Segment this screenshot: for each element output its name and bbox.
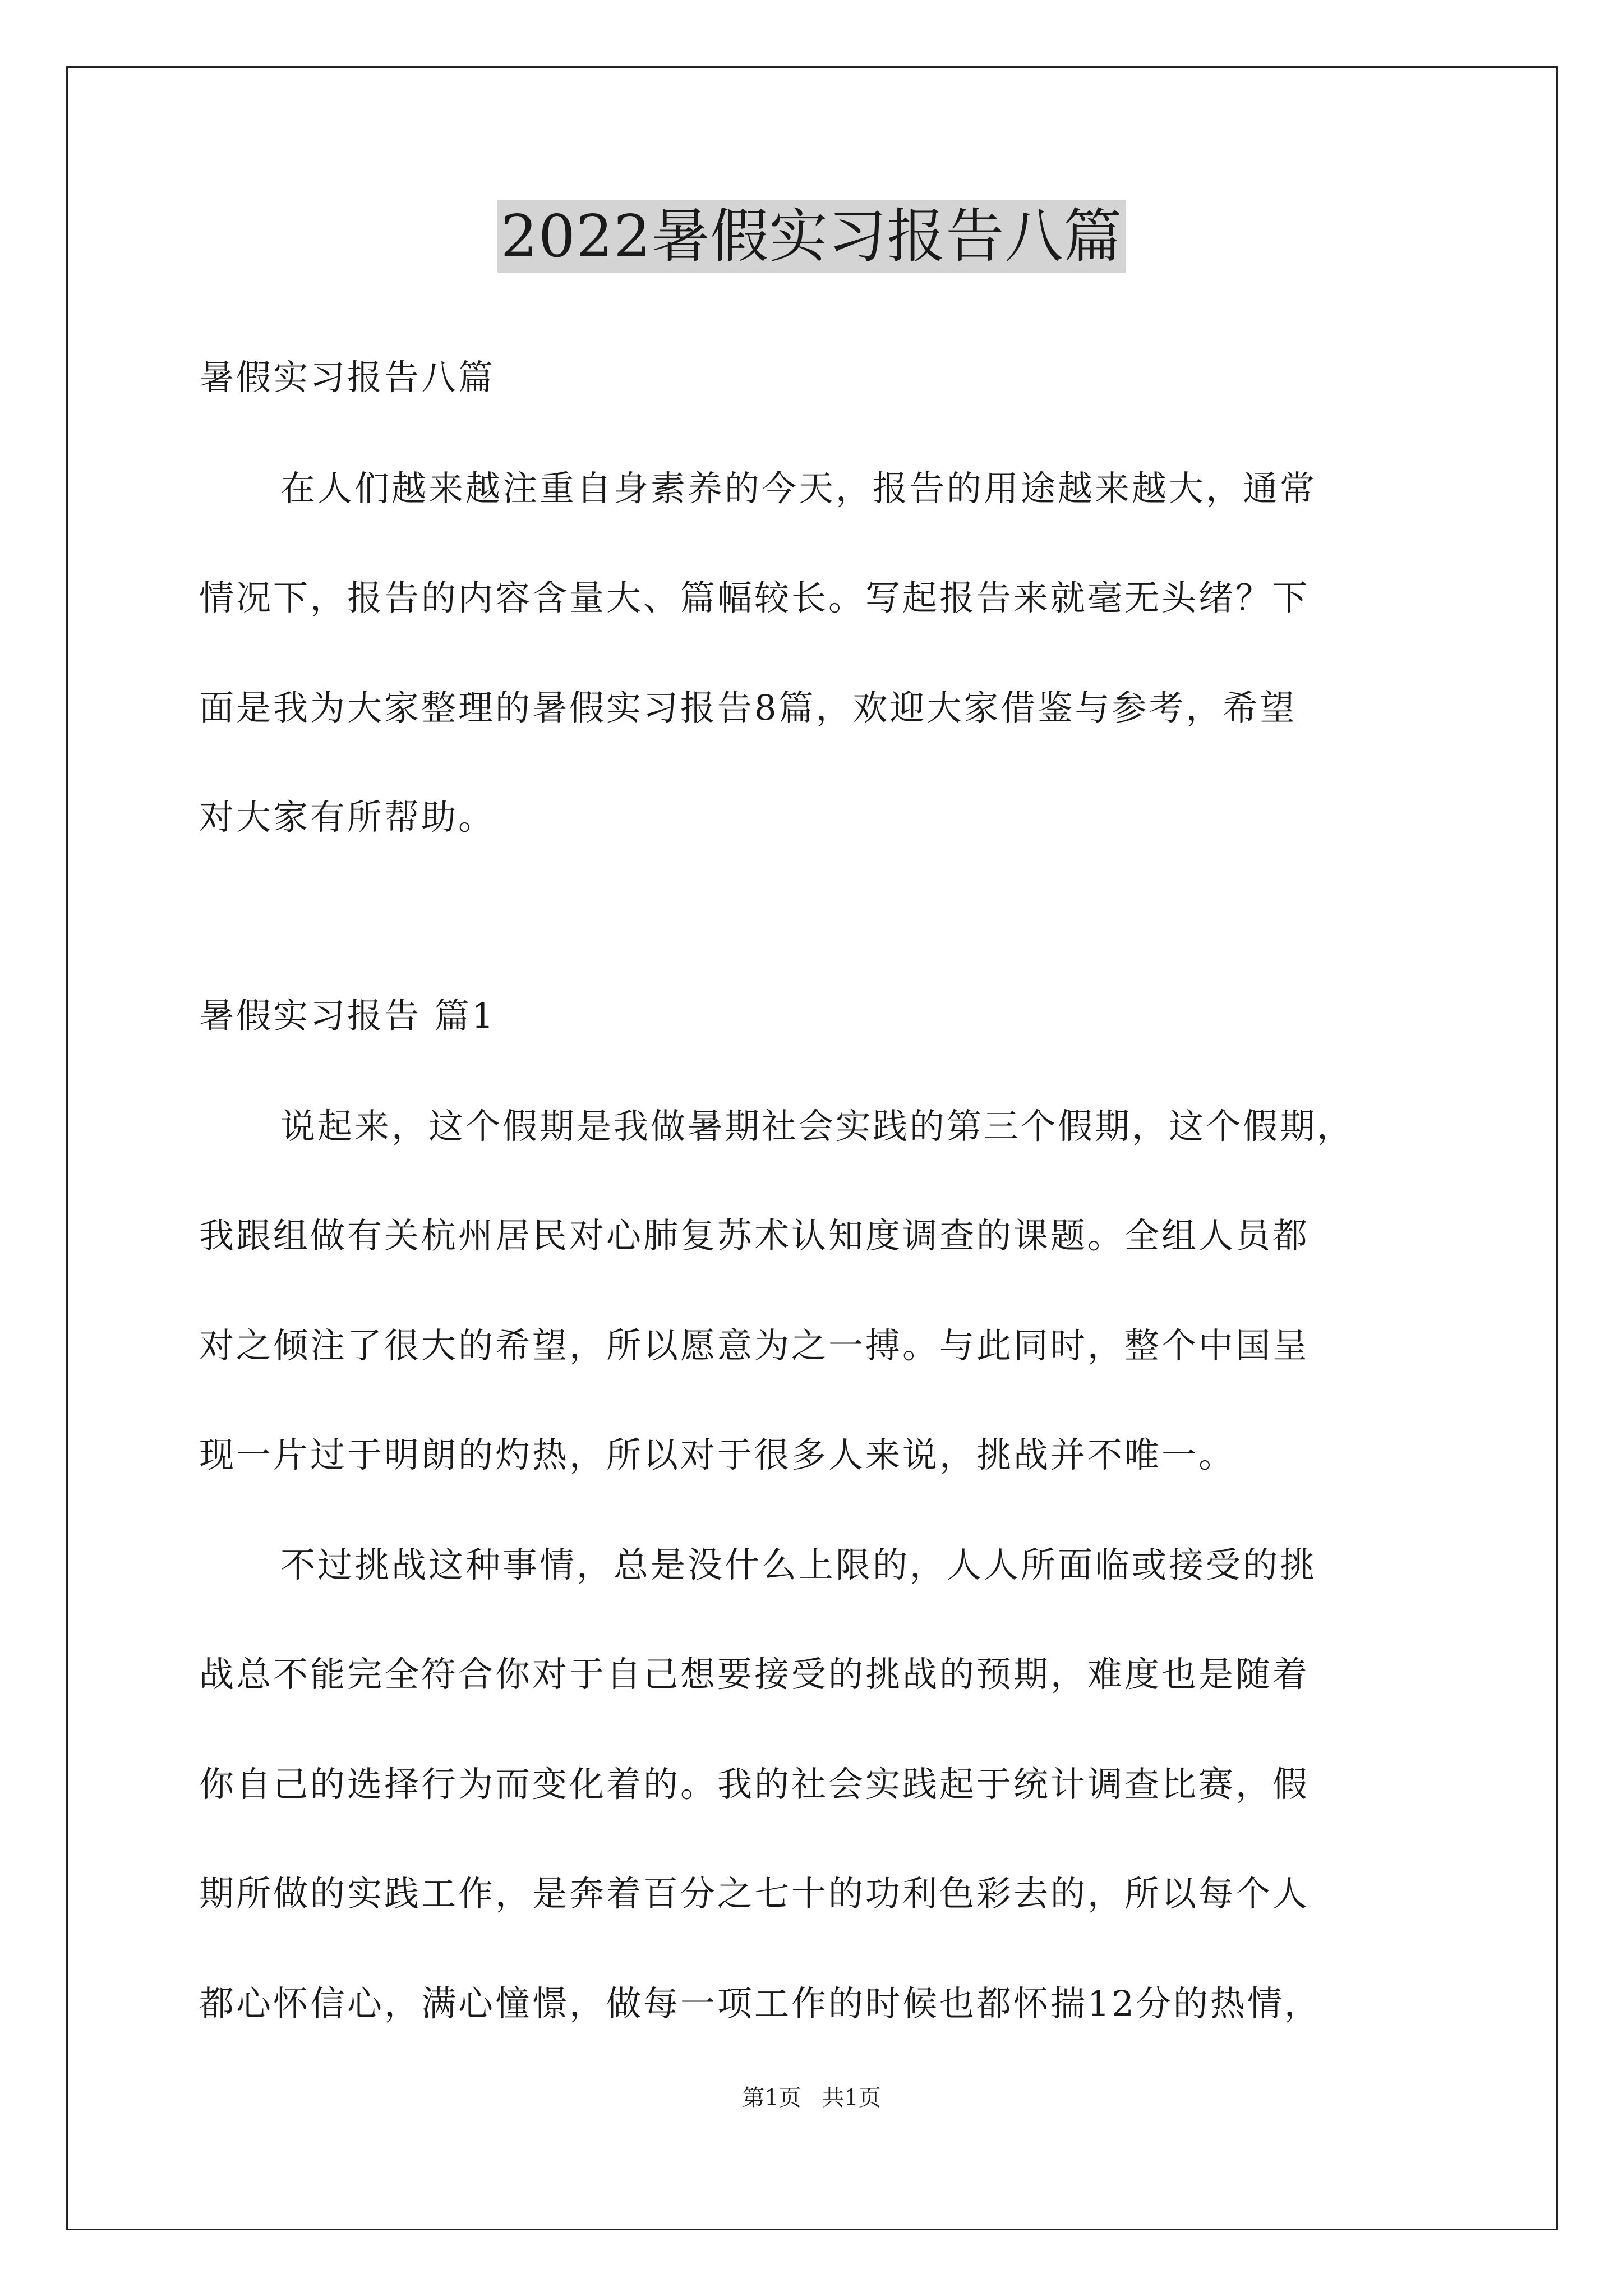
section1-para2-line-5: 都心怀信心，满心憧憬，做每一项工作的时候也都怀揣12分的热情， xyxy=(199,1983,1321,2024)
section1-para2-line-1: 不过挑战这种事情，总是没什么上限的，人人所面临或接受的挑 xyxy=(280,1544,1317,1585)
document-title-text: 2022暑假实习报告八篇 xyxy=(497,200,1126,273)
intro-line-2: 情况下，报告的内容含量大、篇幅较长。写起报告来就毫无头绪？下 xyxy=(199,577,1310,618)
page-footer xyxy=(0,2084,1623,2112)
section1-para2-line-4: 期所做的实践工作，是奔着百分之七十的功利色彩去的，所以每个人 xyxy=(199,1873,1310,1914)
section1-para2-line-3: 你自己的选择行为而变化着的。我的社会实践起于统计调查比赛，假 xyxy=(199,1764,1310,1805)
page-total: 共1页 xyxy=(822,2085,881,2111)
section1-para2-line-2: 战总不能完全符合你对于自己想要接受的挑战的预期，难度也是随着 xyxy=(199,1654,1310,1695)
intro-line-1: 在人们越来越注重自身素养的今天，报告的用途越来越大，通常 xyxy=(280,468,1317,509)
section1-para1-line-2: 我跟组做有关杭州居民对心肺复苏术认知度调查的课题。全组人员都 xyxy=(199,1215,1310,1256)
document-title xyxy=(0,200,1623,273)
section1-para1-line-3: 对之倾注了很大的希望，所以愿意为之一搏。与此同时，整个中国呈 xyxy=(199,1325,1310,1366)
section1-para1-line-4: 现一片过于明朗的灼热，所以对于很多人来说，挑战并不唯一。 xyxy=(199,1434,1236,1475)
document-subtitle: 暑假实习报告八篇 xyxy=(199,357,496,398)
intro-line-4: 对大家有所帮助。 xyxy=(199,797,496,838)
section1-heading: 暑假实习报告 篇1 xyxy=(199,995,496,1036)
intro-line-3: 面是我为大家整理的暑假实习报告8篇，欢迎大家借鉴与参考，希望 xyxy=(199,687,1297,728)
page-number: 第1页 xyxy=(742,2085,801,2111)
section1-para1-line-1: 说起来，这个假期是我做暑期社会实践的第三个假期，这个假期， xyxy=(280,1106,1354,1147)
